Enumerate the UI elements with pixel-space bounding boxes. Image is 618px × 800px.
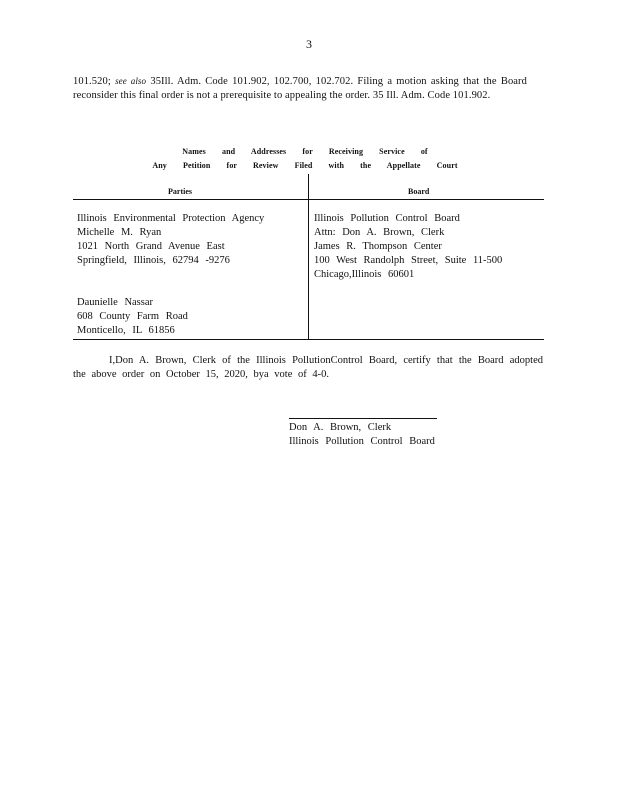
heading-line-1: Names and Addresses for Receiving Service of [182, 147, 428, 156]
intro-paragraph [73, 74, 527, 103]
see-also-signal: see also [115, 76, 147, 86]
signature-line [289, 418, 437, 419]
address-line: Attn: Don A. Brown, Clerk [314, 227, 445, 238]
address-line: Daunielle Nassar [77, 297, 154, 308]
certification-text: I,Don A. Brown, Clerk of the Illinois PollutionControl Board, certify that the Board adopted the above order on October 15, 2020, bya vote of 4-0. [73, 355, 543, 380]
parties-column-header: Parties [168, 187, 192, 196]
service-list-heading [150, 145, 460, 173]
address-line: 608 County Farm Road [77, 311, 188, 322]
address-line: James R. Thompson Center [314, 241, 442, 252]
intro-citation-rest: 35Ill. Adm. Code 101.902, 102.700, 102.702. Filing a motion asking that the Board reconsider this final order is not a prerequisite to appealing the order. 35 Ill. Adm. Code 101.902. [73, 76, 527, 101]
address-line: Illinois Environmental Protection Agency [77, 213, 265, 224]
party-address-nassar [77, 296, 188, 338]
certification-paragraph [73, 354, 543, 382]
board-column-header: Board [408, 187, 430, 196]
table-column-divider [308, 174, 309, 340]
party-address-iepa [77, 212, 264, 268]
signer-organization: Illinois Pollution Control Board [289, 436, 435, 447]
heading-line-2: Any Petition for Review Filed with the Appellate Court [152, 161, 458, 170]
table-bottom-divider [73, 339, 544, 340]
signature-block [289, 421, 435, 449]
address-line: Chicago,Illinois 60601 [314, 269, 415, 280]
address-line: Illinois Pollution Control Board [314, 213, 460, 224]
address-line: Monticello, IL 61856 [77, 325, 175, 336]
page-number: 3 [306, 37, 312, 51]
signer-name: Don A. Brown, Clerk [289, 422, 392, 433]
board-address [314, 212, 502, 282]
address-line: Michelle M. Ryan [77, 227, 162, 238]
intro-citation-start: 101.520; [73, 76, 111, 87]
address-line: 100 West Randolph Street, Suite 11-500 [314, 255, 503, 266]
address-line: Springfield, Illinois, 62794 -9276 [77, 255, 230, 266]
address-line: 1021 North Grand Avenue East [77, 241, 225, 252]
